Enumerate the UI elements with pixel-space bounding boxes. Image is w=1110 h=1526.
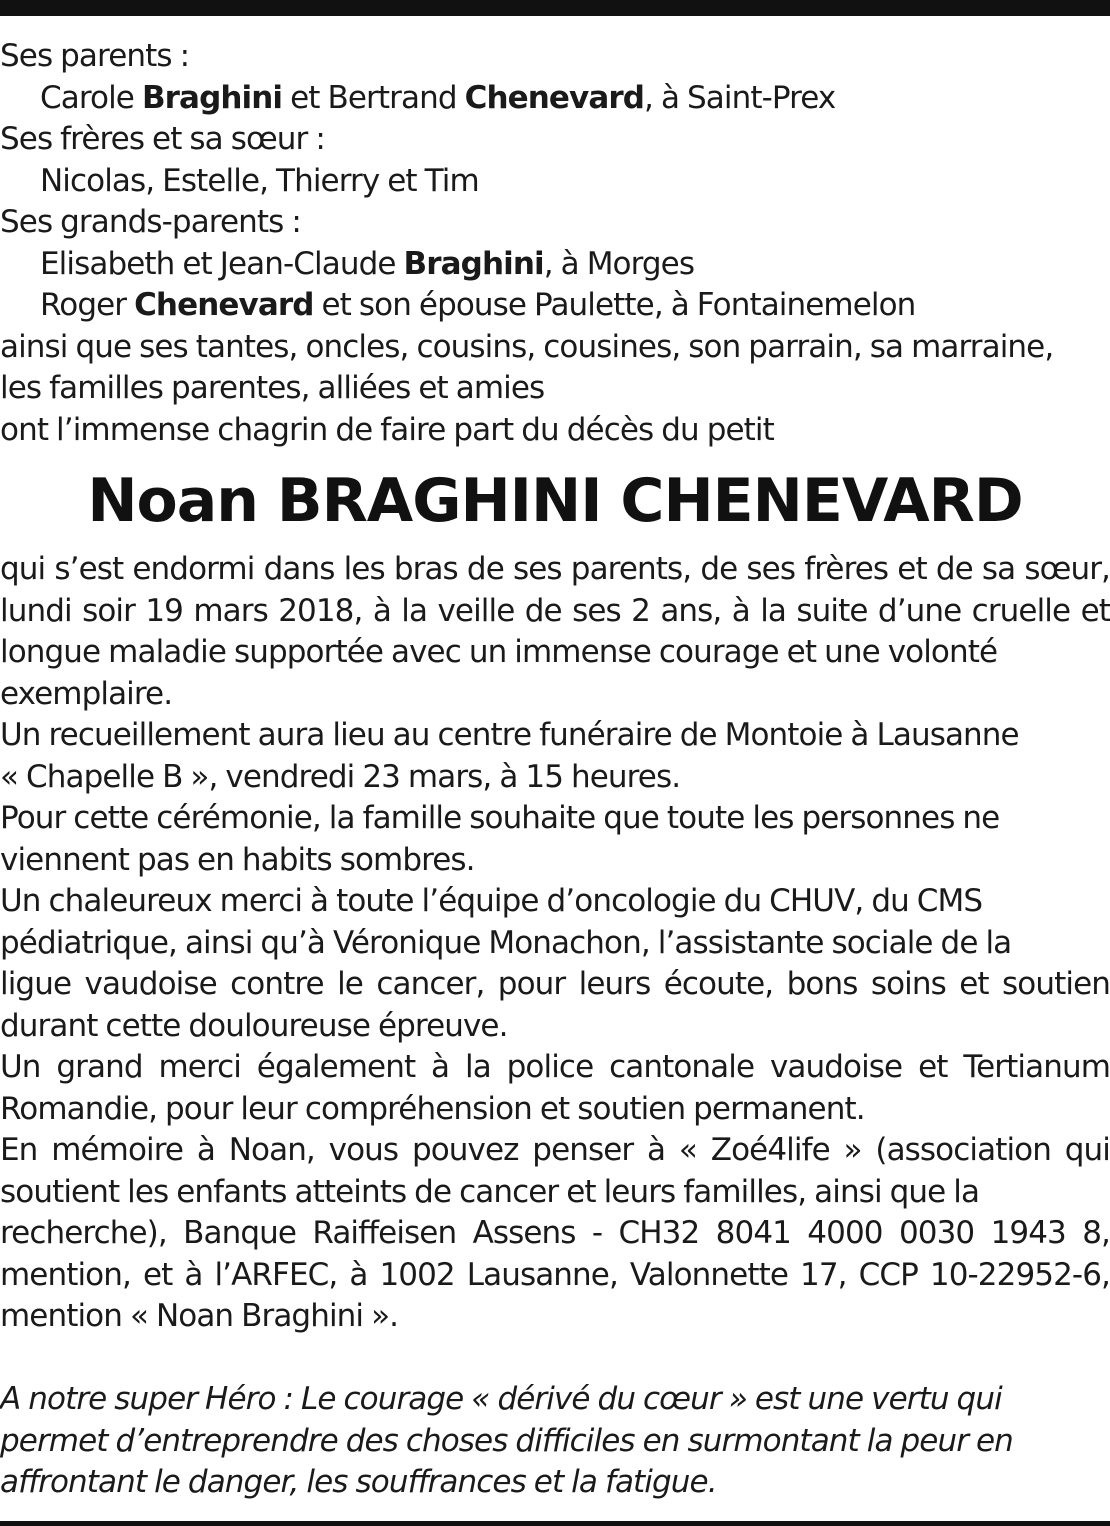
obituary-notice xyxy=(0,36,1110,1504)
closing-line: affrontant le danger, les souffrances et la fatigue. xyxy=(0,1464,717,1500)
body-line: Un chaleureux merci à toute l’équipe d’oncologie du CHUV, du CMS xyxy=(0,883,983,919)
body-line: En mémoire à Noan, vous pouvez penser à « Zoé4life » (association qui xyxy=(0,1132,1110,1168)
body-line: ligue vaudoise contre le cancer, pour leurs écoute, bons soins et soutien xyxy=(0,966,1110,1002)
deceased-name: Noan BRAGHINI CHENEVARD xyxy=(87,466,1023,536)
relatives-line-1: ainsi que ses tantes, oncles, cousins, cousines, son parrain, sa marraine, xyxy=(0,328,1054,365)
body-line: mention, et à l’ARFEC, à 1002 Lausanne, Valonnette 17, CCP 10-22952-6, xyxy=(0,1256,1110,1293)
grandparents-line-1 xyxy=(0,244,1110,286)
parents-heading: Ses parents : xyxy=(0,38,190,74)
grandparents-2-first: Roger xyxy=(40,287,127,323)
body-line: Un grand merci également à la police cantonale vaudoise et Tertianum xyxy=(0,1049,1110,1085)
parents-line xyxy=(0,78,1110,120)
parent-father-first: et Bertrand xyxy=(290,79,457,116)
bottom-rule xyxy=(0,1521,1110,1526)
body-line: durant cette douloureuse épreuve. xyxy=(0,1007,508,1044)
body-line: soutient les enfants atteints de cancer et leurs familles, ainsi que la xyxy=(0,1173,980,1210)
body-line: Pour cette cérémonie, la famille souhaite que toute les personnes ne xyxy=(0,800,1000,836)
body-line: qui s’est endormi dans les bras de ses parents, de ses frères et de sa sœur, xyxy=(0,551,1110,587)
body-line: recherche), Banque Raiffeisen Assens - CH32 8041 4000 0030 1943 8, xyxy=(0,1215,1110,1251)
siblings-line: Nicolas, Estelle, Thierry et Tim xyxy=(40,162,479,199)
parent-father-surname: Chenevard xyxy=(464,79,645,116)
grandparents-1-place: , à Morges xyxy=(543,245,695,282)
grandparents-1-names: Elisabeth et Jean-Claude xyxy=(40,245,396,282)
parents-place: , à Saint-Prex xyxy=(644,79,836,116)
body-line: « Chapelle B », vendredi 23 mars, à 15 heures. xyxy=(0,758,681,795)
grandparents-2-rest: et son épouse Paulette, à Fontainemelon xyxy=(321,287,916,323)
body-line: exemplaire. xyxy=(0,675,173,712)
announcement-line: ont l’immense chagrin de faire part du décès du petit xyxy=(0,411,774,448)
body-line: pédiatrique, ainsi qu’à Véronique Monachon, l’assistante sociale de la xyxy=(0,924,1012,961)
closing-line: permet d’entreprendre des choses difficiles en surmontant la peur en xyxy=(0,1422,1013,1459)
grandparents-heading: Ses grands-parents : xyxy=(0,204,301,240)
grandparents-2-surname: Chenevard xyxy=(134,287,314,323)
grandparents-line-2 xyxy=(0,285,1110,327)
relatives-line-2: les familles parentes, alliées et amies xyxy=(0,370,545,406)
spacer xyxy=(0,1338,1110,1380)
body-line: Un recueillement aura lieu au centre funéraire de Montoie à Lausanne xyxy=(0,717,1019,753)
grandparents-1-surname: Braghini xyxy=(403,245,544,282)
body-line: mention « Noan Braghini ». xyxy=(0,1298,399,1334)
parent-mother-surname: Braghini xyxy=(141,79,283,116)
body-line: longue maladie supportée avec un immense courage et une volonté xyxy=(0,634,998,670)
siblings-heading: Ses frères et sa sœur : xyxy=(0,121,325,157)
top-rule xyxy=(0,0,1110,16)
body-line: lundi soir 19 mars 2018, à la veille de ses 2 ans, à la suite d’une cruelle et xyxy=(0,592,1110,629)
parent-mother-first: Carole xyxy=(40,79,134,116)
closing-line: A notre super Héro : Le courage « dérivé du cœur » est une vertu qui xyxy=(0,1381,1002,1417)
body-line: Romandie, pour leur compréhension et soutien permanent. xyxy=(0,1090,865,1127)
body-line: viennent pas en habits sombres. xyxy=(0,841,475,878)
